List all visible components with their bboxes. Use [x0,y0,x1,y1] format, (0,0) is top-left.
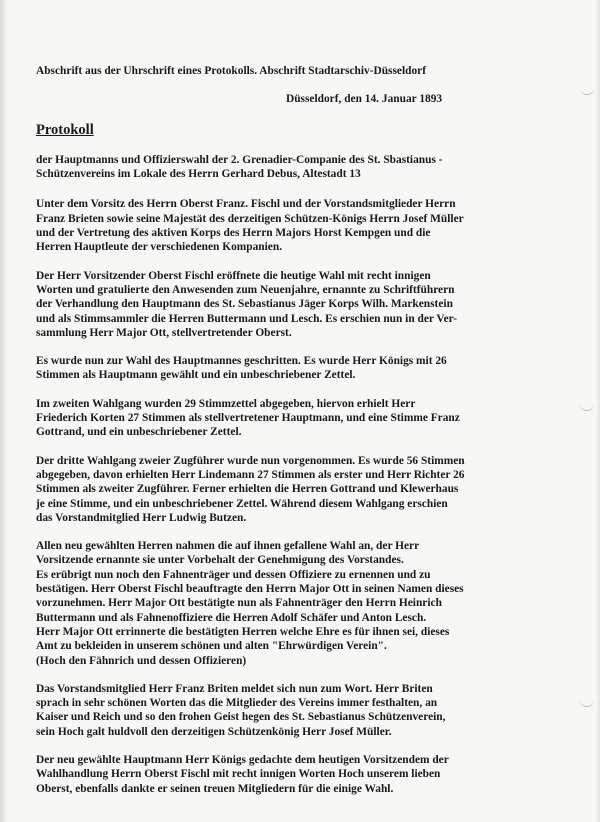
paragraph: Im zweiten Wahlgang wurden 29 Stimmzettel abgegeben, hiervon erhielt Herr Friederich Korten 27 Stimmen als stellvertretener Hauptmann, und eine Stimme Franz Gottrand, und ein unbeschriebener Zettel. [36,397,460,439]
scan-right-edge [596,0,600,822]
paragraph: Der neu gewählte Hauptmann Herr Königs gedachte dem heutigen Vorsitzendem der Wahlhandlung Herrn Oberst Fischl mit recht innigen Worten Hoch unserem lieben Oberst, ebenfalls dankte er seinen treuen Mitgliedern für die einige Wahl. [36,753,449,795]
document-header: Abschrift aus der Uhrschrift eines Protokolls. Abschrift Stadtarschiv-Düsseldorf [36,65,427,77]
paragraph: Der Herr Vorsitzender Oberst Fischl eröffnete die heutige Wahl mit recht innigen Worten und gratulierte den Anwesenden zum Neuenjahre, ernannte zu Schriftführern der Verhandlung den Hauptmann des St. Sebastianus Jäger Korps Wilh. Markenstein und als Stimmsammler die Herren Buttermann und Lesch. Es erschien nun in der Ver- sammlung Herr Major Ott, stellvertretender Oberst. [36,269,458,339]
paragraph: Es wurde nun zur Wahl des Hauptmannes geschritten. Es wurde Herr Königs mit 26 Stimmen als Hauptmann gewählt und ein unbeschriebener Zettel. [36,355,447,382]
document-dateline: Düsseldorf, den 14. Januar 1893 [286,93,443,106]
punch-hole-mark [580,88,594,95]
scan-left-edge [0,0,8,822]
punch-hole-mark [580,700,594,707]
paragraph: Das Vorstandsmitglied Herr Franz Briten meldet sich nun zum Wort. Herr Briten sprach in sehr schönen Worten das die Mitglieder des Vereins immer festhalten, an Kaiser und Reich und so den frohen Geist hegen des St. Sebastianus Schützenverein, sein Hoch galt huldvoll den derzeitigen Schützenkönig Herr Josef Müller. [36,682,446,738]
paragraph-subtitle: der Hauptmanns und Offizierswahl der 2. Grenadier-Companie des St. Sbastianus - Schützenvereins im Lokale des Herrn Gerhard Debus, Altestadt 13 [36,153,443,181]
paragraph: Unter dem Vorsitz des Herrn Oberst Franz. Fischl und der Vorstandsmitglieder Herrn Franz Brieten sowie seine Majestät des derzeitigen Schützen-Königs Herrn Josef Müller und der Vertretung des aktiven Korps des Herrn Majors Horst Kempgen und die Herren Hauptleute der verschiedenen Kompanien. [36,198,464,254]
document-body [36,64,576,810]
paragraph: Der dritte Wahlgang zweier Zugführer wurde nun vorgenommen. Es wurde 56 Stimmen abgegeben, davon erhielten Herr Lindemann 27 Stimmen als erster und Herr Richter 26 Stimmen als zweiter Zugführer. Ferner erhielten die Herren Gottrand und Klewerhaus je eine Stimme, und ein unbeschriebener Zettel. Während diesem Wahlgang erschien das Vorstandmitglied Herr Ludwig Butzen. [36,454,465,524]
punch-hole-mark [580,404,594,411]
document-title: Protokoll [36,121,94,138]
paragraph: Allen neu gewählten Herren nahmen die auf ihnen gefallene Wahl an, der Herr Vorsitzende ernannte sie unter Vorbehalt der Genehmigung des Vorstandes. Es erübrigt nun noch den Fahnenträger und dessen Offiziere zu ernennen und zu bestätigen. Herr Oberst Fischl beauftragte den Herrn Major Ott in seinen Namen dieses vorzunehmen. Herr Major Ott bestätigte nun als Fahnenträger den Herrn Heinrich Buttermann und als Fahnenoffiziere die Herren Adolf Schäfer und Anton Lesch. Herr Major Ott errinnerte die bestätigten Herren welche Ehre es für ihnen sei, dieses Amt zu bekleiden in unserem schönen und alten "Ehrwürdigen Verein". (Hoch den Fähnrich und dessen Offizieren) [36,540,464,667]
